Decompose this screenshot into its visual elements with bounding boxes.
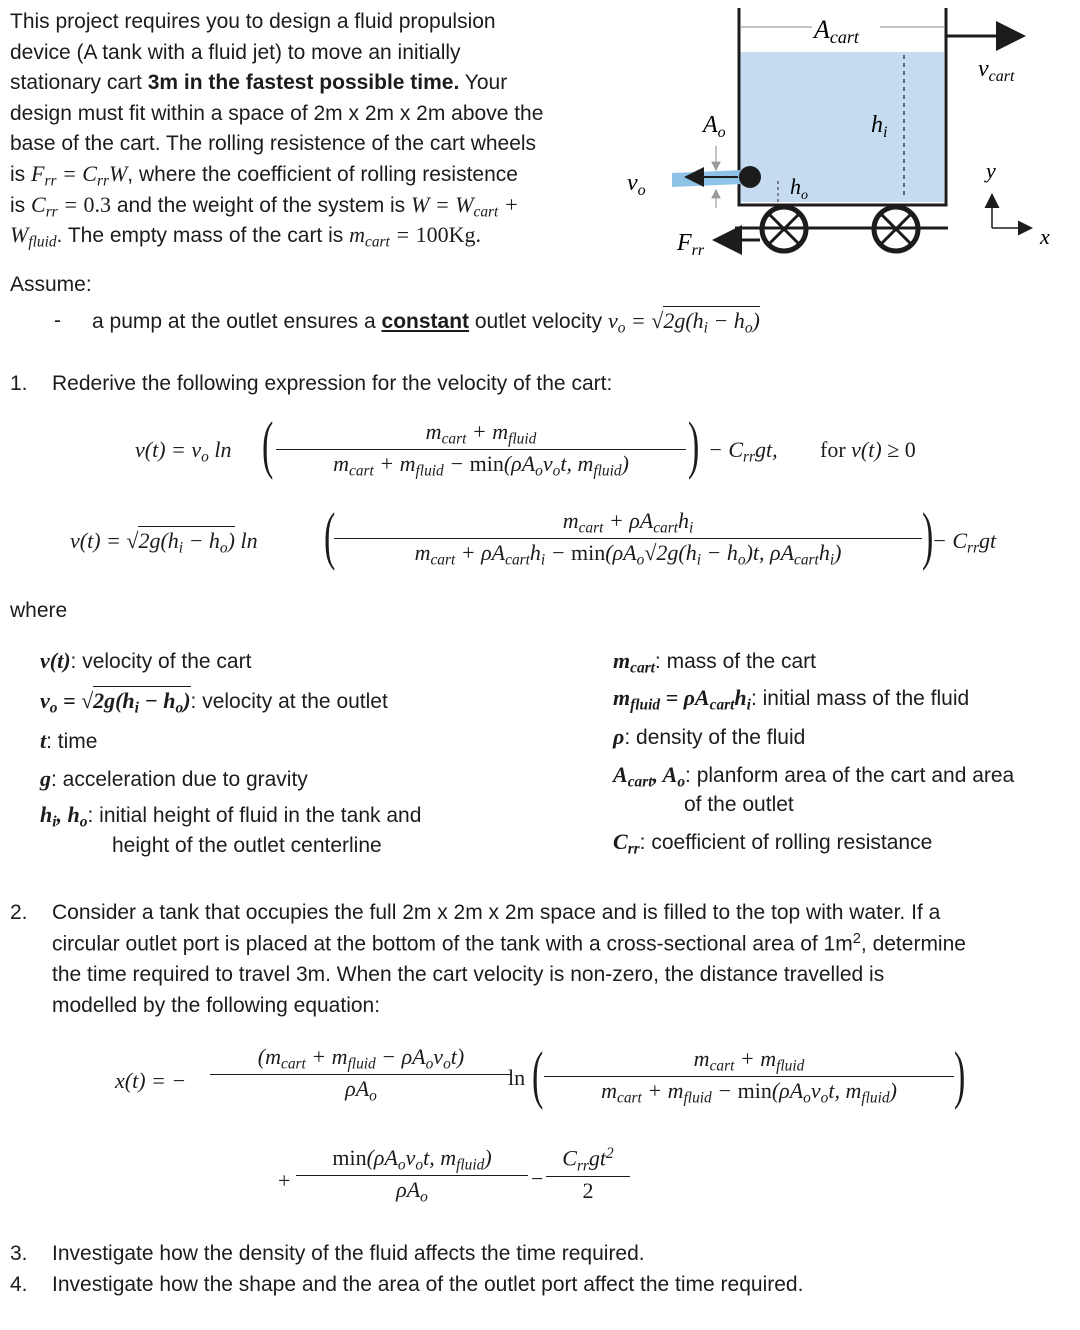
intro-line-8: $W_{fluid}$. The empty mass of the cart is $m_{cart} = 100Kg$. xyxy=(10,222,482,251)
h-o-label: $h_o$ xyxy=(790,174,808,203)
x-eq-fraction-1: $(m_{cart} + m_{fluid} - \rho A_ov_ot)$ $\rho A_o$ xyxy=(210,1043,512,1106)
x-eq-minus: − xyxy=(531,1166,544,1191)
x-eq-fraction-2: $m_{cart} + m_{fluid}$ $m_{cart} + m_{fluid} - \min(\rho A_ov_ot$, $m_{fluid}$) xyxy=(544,1045,954,1108)
intro-line-4: design must fit within a space of 2m x 2m x 2m above the xyxy=(10,102,544,125)
eq1-lhs: $v(t) = v_o$ ln xyxy=(135,437,232,466)
water-fill xyxy=(740,52,944,202)
weight-equation: $W = W_{cart}$ + xyxy=(411,192,519,221)
def-g: g: acceleration due to gravity xyxy=(40,766,308,791)
frr-label: $F_{rr}$ xyxy=(677,230,705,259)
q2-line-4: modelled by the following equation: xyxy=(52,994,381,1017)
frr-equation: $F_{rr} = C_{rr}W$ xyxy=(31,161,128,190)
def-v-t: v(t): velocity of the cart xyxy=(40,648,252,673)
def-v-o: $v_o = √2g(h_i - h_o)$: velocity at the outlet xyxy=(40,688,388,717)
a-cart-label: Acart xyxy=(814,15,859,47)
q2-line-1: Consider a tank that occupies the full 2m x 2m x 2m space and is filled to the top with water. If a xyxy=(52,901,941,924)
a-o-label: $A_o$ xyxy=(703,112,726,141)
def-h-cont: height of the outlet centerline xyxy=(112,834,382,857)
assume-text: a pump at the outlet ensures a constant outlet velocity $v_o = √2g(h_i - h_o)$ xyxy=(92,308,760,337)
y-axis-label: y xyxy=(986,158,996,183)
def-rho: ρ: density of the fluid xyxy=(613,724,806,749)
q2-number: 2. xyxy=(10,901,28,924)
q3-number: 3. xyxy=(10,1242,28,1265)
def-areas: $A_{cart}$, $A_o$: planform area of the cart and area xyxy=(613,762,1015,791)
q2-line-2: circular outlet port is placed at the bottom of the tank with a cross-sectional area of $1m^2$, determine xyxy=(52,931,966,956)
intro-line-6: is $F_{rr} = C_{rr}W$, where the coefficient of rolling resistence xyxy=(10,161,518,190)
mcart-equation: $m_{cart} = 100Kg$. xyxy=(349,222,482,251)
eq2-fraction: $m_{cart} + \rho A_{cart}h_i$ $m_{cart} + \rho A_{cart}h_i - \min(\rho A_o√2g(h_i - h_o)t$, $\rho A_{cart}h_i$) xyxy=(334,507,922,570)
x-eq-plus: + xyxy=(278,1168,291,1193)
eq1-fraction: $m_{cart} + m_{fluid}$ $m_{cart} + m_{fluid} - \min(\rho A_ov_ot$, $m_{fluid}$) xyxy=(276,418,686,481)
def-h: $h_i$, $h_o$: initial height of fluid in the tank and xyxy=(40,802,422,831)
intro-line-2: device (A tank with a fluid jet) to move an initially xyxy=(10,41,461,64)
q2-line-3: the time required to travel 3m. When the cart velocity is non-zero, the distance travelled is xyxy=(52,963,885,986)
assume-heading: Assume: xyxy=(10,273,92,296)
outlet-port xyxy=(739,166,761,188)
def-m-cart: $m_{cart}$: mass of the cart xyxy=(613,648,816,677)
eq2-lhs: $v(t) = √2g(h_i - h_o)$ ln xyxy=(70,528,258,557)
cart-tank-diagram xyxy=(620,0,1080,270)
def-crr: $C_{rr}$: coefficient of rolling resistance xyxy=(613,829,933,858)
intro-line-3: stationary cart 3m in the fastest possible time. Your xyxy=(10,71,508,94)
eq1-rhs: − $C_{rr}gt$, xyxy=(708,437,778,466)
def-t: t: time xyxy=(40,728,98,753)
q1-text: Rederive the following expression for the velocity of the cart: xyxy=(52,372,613,395)
q4-number: 4. xyxy=(10,1273,28,1296)
intro-line-1: This project requires you to design a fluid propulsion xyxy=(10,10,496,33)
v-cart-label: $v_{cart}$ xyxy=(978,56,1015,85)
x-eq-lhs: x(t) = − xyxy=(115,1068,187,1093)
assume-bullet: - xyxy=(54,309,61,332)
q3-text: Investigate how the density of the fluid affects the time required. xyxy=(52,1242,645,1265)
intro-line-5: base of the cart. The rolling resistence of the cart wheels xyxy=(10,132,537,155)
fluid-jet xyxy=(672,170,742,187)
outlet-velocity-equation: $v_o = √2g(h_i - h_o)$ xyxy=(607,308,760,337)
eq1-condition: for v(t) ≥ 0 xyxy=(820,437,916,462)
hi-label: $h_i$ xyxy=(871,112,888,141)
v-o-label: $v_o$ xyxy=(627,170,646,199)
intro-line-7: is $C_{rr} = 0.3$ and the weight of the system is $W = W_{cart}$ + xyxy=(10,192,519,221)
crr-equation: $C_{rr} = 0.3$ xyxy=(31,192,112,221)
eq2-rhs: − $C_{rr}gt$ xyxy=(932,528,997,557)
x-eq-fraction-3: $\min(\rho A_ov_ot$, $m_{fluid}$) $\rho A_o$ xyxy=(296,1144,528,1207)
q1-number: 1. xyxy=(10,372,28,395)
x-eq-ln: ln xyxy=(508,1065,526,1090)
def-areas-cont: of the outlet xyxy=(684,793,794,816)
where-heading: where xyxy=(10,599,68,622)
x-eq-fraction-4: $C_{rr}gt^2$ 2 xyxy=(546,1144,630,1204)
def-m-fluid: $m_{fluid} = \rho A_{cart}h_i$: initial mass of the fluid xyxy=(613,685,970,714)
q4-text: Investigate how the shape and the area of the outlet port affect the time required. xyxy=(52,1273,804,1296)
x-axis-label: x xyxy=(1040,224,1050,249)
